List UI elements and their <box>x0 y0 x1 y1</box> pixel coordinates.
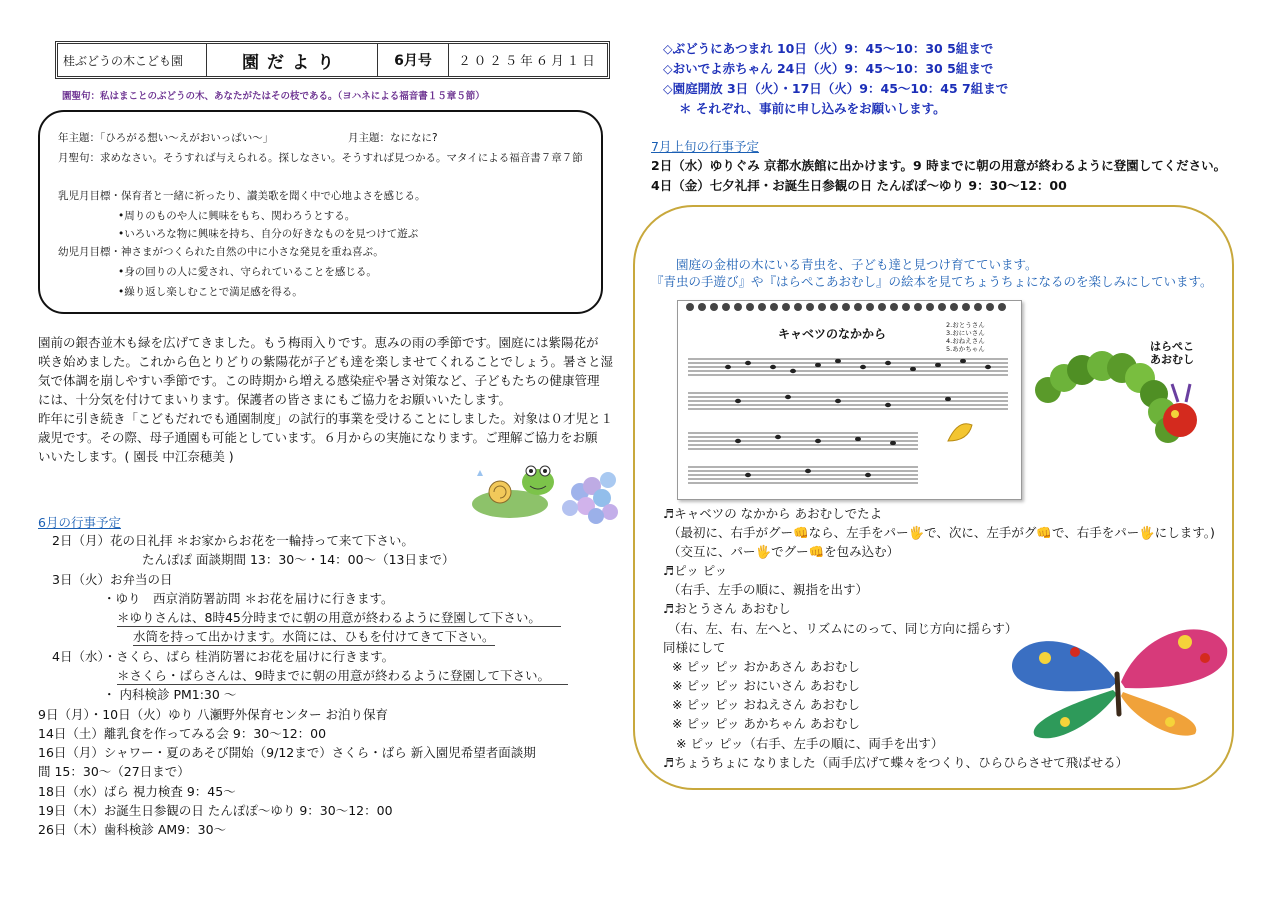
intro-line: には、十分気を付けてまいります。保護者の皆さまにもご協力をお願いいたします。 <box>38 392 512 407</box>
caterpillar-line: 『青虫の手遊び』や『はらぺこあおむし』の絵本を見てちょうちょになるのを楽しみにしています。 <box>651 274 1213 289</box>
event-line: 3日（火）お弁当の日 <box>52 572 173 587</box>
july-schedule-title: 7月上旬の行事予定 <box>651 139 759 154</box>
song-line: ♬ちょうちょに なりました（両手広げて蝶々をつくり、ひらひらさせて飛ばせる） <box>663 755 1129 770</box>
song-line: ※ ピッ ピッ おにいさん あおむし <box>672 678 860 693</box>
song-line: ♬ピッ ピッ <box>663 563 728 578</box>
song-line: ※ ピッ ピッ おねえさん あおむし <box>672 697 860 712</box>
score-title: キャベツのなかから <box>778 327 887 341</box>
event-line: 18日（水）ばら 視力検査 9：45～ <box>38 784 236 799</box>
intro-line: 園前の銀杏並木も緑を広げてきました。もう梅雨入りです。恵みの雨の季節です。園庭には紫陽花が <box>38 335 599 350</box>
event-line: 間 15：30～（27日まで） <box>38 764 190 779</box>
june-schedule-title: 6月の行事予定 <box>38 515 121 530</box>
event-line: たんぽぽ 面談期間 13：30～・14：00～（13日まで） <box>142 552 455 567</box>
caterpillar-line: 園庭の金柑の木にいる青虫を、子ども達と見つけ育てています。 <box>676 257 1038 272</box>
event-line: ・ 内科検診 PM1:30 ～ <box>103 687 237 702</box>
event-line: 26日（木）歯科検診 AM9：30～ <box>38 822 227 837</box>
event-line: 9日（月）・10日（火）ゆり 八瀬野外保育センター お泊り保育 <box>38 707 389 722</box>
month-verse: 月聖句：求めなさい。そうすれば与えられる。探しなさい。そうすれば見つかる。マタイによる福音書７章７節 <box>58 152 583 164</box>
butterfly-illustration <box>1005 612 1230 742</box>
event-line: 16日（月）シャワー・夏のあそび開始（9/12まで）さくら・ばら 新入園児希望者面談期 <box>38 745 536 760</box>
year-theme: 年主題：「ひろがる想い～えがおいっぱい～」 <box>58 132 274 144</box>
header-table <box>55 41 610 79</box>
event-line: 4日（金）七夕礼拝・お誕生日参観の日 たんぽぽ～ゆり 9：30～12：00 <box>651 178 1067 193</box>
intro-line: 昨年に引き続き「こどもだれでも通園制度」の試行的事業を受けることにしました。対象は０才児と１ <box>38 411 614 426</box>
intro-line: 咲き始めました。これから色とりどりの紫陽花が子ども達を楽しませてくれることでしょう。暑さと湿 <box>38 354 614 369</box>
notice-line: ＊ それぞれ、事前に申し込みをお願いします。 <box>679 101 946 116</box>
song-line: ※ ピッ ピッ おかあさん あおむし <box>672 659 860 674</box>
notice-line: ◇園庭開放 3日（火）・17日（火）9：45～10：45 7組まで <box>663 81 1009 96</box>
intro-line: 気で体調を崩しやすい季節です。この時期から増える感染症や暑さ対策など、子どもたちの健康管理 <box>38 373 600 388</box>
score-verses: 2.おとうさん 3.おにいさん 4.おねえさん 5.あかちゃん <box>946 321 985 353</box>
event-line: 2日（月）花の日礼拝 ＊お家からお花を一輪持って来て下さい。 <box>52 533 414 548</box>
issue-number: 6月号 <box>378 44 449 76</box>
song-line: （最初に、右手がグー👊なら、左手をパー🖐で、次に、左手がグ👊で、右手をパー🖐にします。) <box>668 525 1215 540</box>
child-goal: •身の回りの人に愛され、守られていることを感じる。 <box>118 266 377 278</box>
child-goal: 幼児月目標・神さまがつくられた自然の中に小さな発見を重ね喜ぶ。 <box>58 246 384 258</box>
school-verse: 園聖句：私はまことのぶどうの木、あなたがたはその枝である。（ヨハネによる福音書１５章５節） <box>62 91 485 102</box>
event-line: 19日（木）お誕生日参観の日 たんぽぽ～ゆり 9：30～12：00 <box>38 803 393 818</box>
notice-line: ◇おいでよ赤ちゃん 24日（火）9：45～10：30 5組まで <box>663 61 994 76</box>
infant-goal: •周りのものや人に興味をもち、関わろうとする。 <box>118 210 356 222</box>
song-line: ♬キャベツの なかから あおむしでたよ <box>663 506 883 521</box>
event-line: 4日（水）・さくら、ばら 桂消防署にお花を届けに行きます。 <box>52 649 395 664</box>
school-name: 桂ぶどうの木こども園 <box>58 44 207 76</box>
month-theme: 月主題：なになに? <box>348 132 438 144</box>
song-line: ♬おとうさん あおむし <box>663 601 791 616</box>
song-line: ※ ピッ ピッ（右手、左手の順に、両手を出す） <box>676 736 944 751</box>
song-line: 同様にして <box>663 640 726 655</box>
intro-line: いいたします。( 園長 中江奈穂美 ) <box>38 449 234 464</box>
newsletter-title: 園だより <box>207 44 378 76</box>
event-line: 14日（土）離乳食を作ってみる会 9：30～12：00 <box>38 726 327 741</box>
frog-snail-hydrangea-illustration <box>470 452 620 524</box>
infant-goal: •いろいろな物に興味を持ち、自分の好きなものを見つけて遊ぶ <box>118 228 419 240</box>
song-line: （交互に、パー🖐でグー👊を包み込む） <box>668 544 900 559</box>
book-title: はらぺこ あおむし <box>1150 340 1194 366</box>
music-score-illustration <box>677 300 1022 500</box>
issue-date: ２０２５年６月１日 <box>458 53 598 68</box>
song-line: （右、左、右、左へと、リズムにのって、同じ方向に揺らす） <box>668 621 1018 636</box>
infant-goal: 乳児月目標・保育者と一緒に祈ったり、讃美歌を聞く中で心地よさを感じる。 <box>58 190 426 202</box>
notice-line: ◇ぶどうにあつまれ 10日（火）9：45～10：30 5組まで <box>663 41 994 56</box>
event-line: ＊ゆりさんは、8時45分時までに朝の用意が終わるように登園して下さい。 <box>117 608 561 627</box>
caterpillar-illustration <box>1030 330 1225 455</box>
theme-box <box>38 110 603 314</box>
intro-line: 歳児です。その際、母子通園も可能としています。６月からの実施になります。ご理解ご協力をお願 <box>38 430 598 445</box>
song-line: ※ ピッ ピッ あかちゃん あおむし <box>672 716 860 731</box>
event-line: ＊さくら・ばらさんは、9時までに朝の用意が終わるように登園して下さい。 <box>117 666 568 685</box>
child-goal: •繰り返し楽しむことで満足感を得る。 <box>118 286 303 298</box>
event-line: 2日（水）ゆりぐみ 京都水族館に出かけます。9 時までに朝の用意が終わるように登園してください。 <box>651 158 1227 173</box>
event-line: ・ゆり 西京消防署訪問 ＊お花を届けに行きます。 <box>103 591 394 606</box>
event-line: 水筒を持って出かけます。水筒には、ひもを付けてきて下さい。 <box>133 629 495 644</box>
song-line: （右手、左手の順に、親指を出す） <box>668 582 869 597</box>
